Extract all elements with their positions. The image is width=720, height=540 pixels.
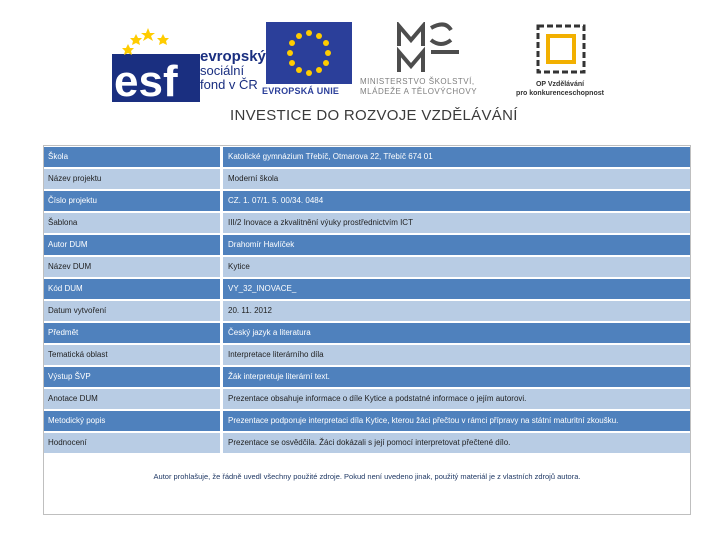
table-row — [44, 389, 690, 409]
row-value: CZ. 1. 07/1. 5. 00/34. 0484 — [223, 191, 690, 211]
table-row — [44, 147, 690, 167]
table-row — [44, 257, 690, 277]
op-logo-icon — [534, 22, 588, 76]
table-row — [44, 191, 690, 211]
row-value: Kytice — [223, 257, 690, 277]
row-label: Tematická oblast — [44, 345, 220, 365]
header-logos — [0, 0, 720, 140]
row-label: Výstup ŠVP — [44, 367, 220, 387]
row-value: III/2 Inovace a zkvalitnění výuky prostřednictvím ICT — [223, 213, 690, 233]
row-label: Číslo projektu — [44, 191, 220, 211]
row-label: Metodický popis — [44, 411, 220, 431]
row-value: VY_32_INOVACE_ — [223, 279, 690, 299]
row-label: Škola — [44, 147, 220, 167]
row-label: Kód DUM — [44, 279, 220, 299]
table-row — [44, 345, 690, 365]
table-row — [44, 235, 690, 255]
row-label: Anotace DUM — [44, 389, 220, 409]
esf-wordmark: evropský sociální fond v ČR — [200, 48, 266, 92]
author-declaration: Autor prohlašuje, že řádně uvedl všechny použité zdroje. Pokud není uvedeno jinak, použitý materiál je z vlastních zdrojů autora. — [153, 472, 581, 481]
row-label: Hodnocení — [44, 433, 220, 453]
op-label: OP Vzdělávání pro konkurenceschopnost — [516, 81, 604, 97]
row-label: Předmět — [44, 323, 220, 343]
row-value: Žák interpretuje literární text. — [223, 367, 690, 387]
tagline: INVESTICE DO ROZVOJE VZDĚLÁVÁNÍ — [230, 107, 518, 124]
eu-flag-icon — [266, 22, 352, 84]
table-row — [44, 411, 690, 431]
row-value: Interpretace literárního díla — [223, 345, 690, 365]
table-row — [44, 213, 690, 233]
table-row — [44, 367, 690, 387]
row-value: Český jazyk a literatura — [223, 323, 690, 343]
msmt-logo-icon — [395, 22, 465, 76]
row-value: Moderní škola — [223, 169, 690, 189]
table-row — [44, 279, 690, 299]
row-value: Katolické gymnázium Třebíč, Otmarova 22, Třebíč 674 01 — [223, 147, 690, 167]
project-info-table — [43, 145, 691, 515]
table-row — [44, 433, 690, 453]
row-label: Datum vytvoření — [44, 301, 220, 321]
row-label: Autor DUM — [44, 235, 220, 255]
svg-text:esf: esf — [114, 57, 178, 104]
row-value: Prezentace obsahuje informace o díle Kytice a podstatné informace o jejím autorovi. — [223, 389, 690, 409]
table-row — [44, 323, 690, 343]
row-label: Název DUM — [44, 257, 220, 277]
row-value: Prezentace se osvědčila. Žáci dokázali s její pomocí interpretovat přečtené dílo. — [223, 433, 690, 453]
row-label: Šablona — [44, 213, 220, 233]
eu-label: EVROPSKÁ UNIE — [262, 86, 340, 96]
row-value: Drahomír Havlíček — [223, 235, 690, 255]
row-label: Název projektu — [44, 169, 220, 189]
row-value: Prezentace podporuje interpretaci díla Kytice, kterou žáci přečtou v rámci přípravy na státní maturitní zkoušku. — [223, 411, 690, 431]
msmt-label: MINISTERSTVO ŠKOLSTVÍ, MLÁDEŽE A TĚLOVÝCHOVY — [360, 77, 478, 96]
table-row — [44, 301, 690, 321]
table-row — [44, 169, 690, 189]
row-value: 20. 11. 2012 — [223, 301, 690, 321]
